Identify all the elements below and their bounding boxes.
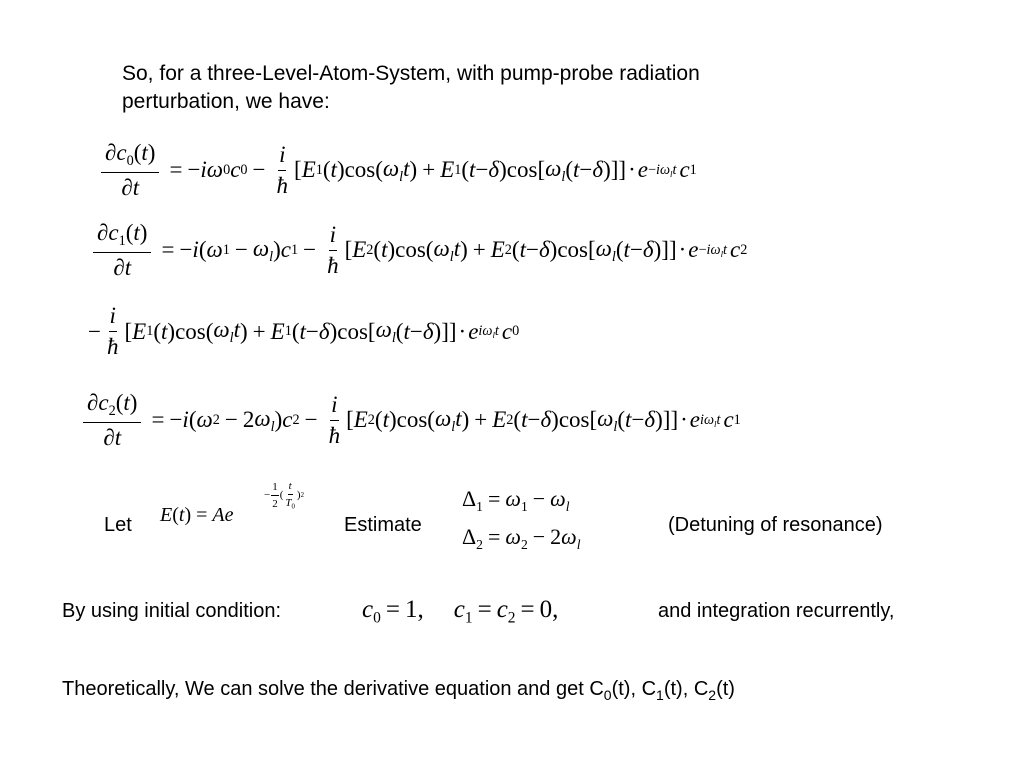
initial-condition-equation: $c_0 = 1$, $c_1 = c_2 = 0$, <box>362 596 559 627</box>
conclusion-part-0: (t), C <box>611 678 657 700</box>
equation-c2: $\frac{\partial c_2(t)}{\partial t}$ = − i ( ω 2 − 2 $\omega_l$ ) c 2 − $\frac{i}{ħ}$ [ E 2 ( t )cos( $\omega_lt$ ) + E 2 ( t − δ )cos[ $\omega_l$ ( t − δ )]] · e $i\omega_lt$ c 1 <box>78 390 741 451</box>
equation-c1: $\frac{\partial c_1(t)}{\partial t}$ = − i ( ω 1 − $\omega_l$ ) c 1 − $\frac{i}{ħ}$ [ E 2 ( t )cos( $\omega_lt$ ) + E 2 ( t − δ )cos[ $\omega_l$ ( t − δ )]] · e $-i\omega_lt$ c 2 <box>88 220 747 281</box>
detuning-label: (Detuning of resonance) <box>668 514 883 536</box>
intro-text <box>122 60 882 116</box>
conclusion-main: Theoretically, We can solve the derivative equation and get C <box>62 678 604 700</box>
conclusion-part-2: (t) <box>716 678 735 700</box>
estimate-label: Estimate <box>344 514 422 536</box>
conclusion-text <box>62 678 735 703</box>
conclusion-sub-0: 0 <box>603 686 612 703</box>
delta2-equation: $\Delta_2 = \omega_2 - 2\omega_l$ <box>462 524 581 552</box>
intro-line-2: perturbation, we have: <box>122 90 330 113</box>
intro-line-1: So, for a three-Level-Atom-System, with pump-probe radiation <box>122 62 700 85</box>
conclusion-sub-2: 2 <box>708 686 717 703</box>
field-equation: E(t) = Ae − $\frac{1}{2}$ ( $\frac{t}{T_0}$ ) 2 <box>160 480 304 526</box>
conclusion-sub-1: 1 <box>656 686 664 703</box>
integration-label: and integration recurrently, <box>658 600 895 622</box>
initial-condition-label: By using initial condition: <box>62 600 282 622</box>
field-exponent: − $\frac{1}{2}$ ( $\frac{t}{T_0}$ ) 2 <box>264 480 304 511</box>
detuning-definitions <box>462 480 581 556</box>
equation-c1-continued: − $\frac{i}{ħ}$ [ E 1 ( t )cos( $\omega_lt$ ) + E 1 ( t − δ )cos[ $\omega_l$ ( t − δ )]] · e $i\omega_lt$ c 0 <box>88 303 520 359</box>
conclusion-part-1: (t), C <box>663 678 709 700</box>
delta1-equation: $\Delta_1 = \omega_1 - \omega_l$ <box>462 486 570 514</box>
equation-c0: $\frac{\partial c_0(t)}{\partial t}$ = − iω 0 c 0 − $\frac{i}{ħ}$ [ E 1 ( t )cos( $\omega_lt$ ) + E 1 ( t − δ )cos[ $\omega_l$ ( t − δ )]] · e $-i\omega_lt$ c 1 <box>96 140 697 201</box>
let-label: Let <box>104 514 132 536</box>
